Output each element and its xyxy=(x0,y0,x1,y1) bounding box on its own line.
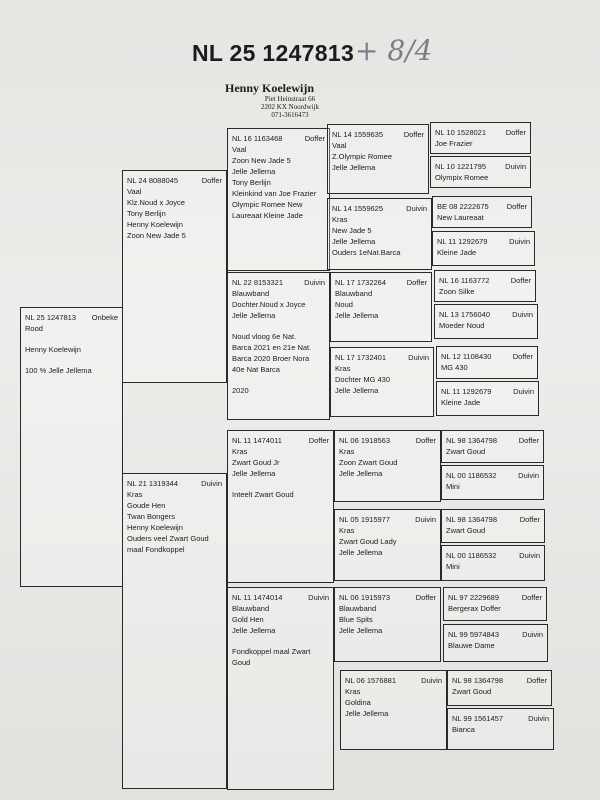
pedigree-box-dss xyxy=(334,430,441,502)
sex-label: Duivin xyxy=(308,593,329,602)
sex-label: Duivin xyxy=(519,551,540,560)
pedigree-line: Zwart Goud Lady xyxy=(339,537,397,546)
pedigree-header xyxy=(437,201,527,212)
sex-label: Duivin xyxy=(513,387,534,396)
sex-label: Duivin xyxy=(518,471,539,480)
pedigree-line: Kras xyxy=(339,526,355,535)
sex-label: Doffer xyxy=(512,352,533,361)
pedigree-line: Barca 2021 en 21e Nat. xyxy=(232,343,312,352)
pedigree-line: Blauwband xyxy=(232,604,270,613)
pedigree-line: Mini xyxy=(446,562,460,571)
pedigree-header xyxy=(446,470,539,481)
pedigree-header xyxy=(441,386,534,397)
pedigree-box-g1 xyxy=(430,122,531,154)
pedigree-header xyxy=(339,514,436,525)
pedigree-line: 2020 xyxy=(232,386,249,395)
ring-number: NL 12 1108430 xyxy=(441,352,492,361)
pedigree-line: Fondkoppel maal Zwart xyxy=(232,647,311,656)
pedigree-header xyxy=(446,550,540,561)
pedigree-line: Kleine Jade xyxy=(441,398,481,407)
sex-label: Duivin xyxy=(201,479,222,488)
pedigree-line: Bergerax Doffer xyxy=(448,604,501,613)
pedigree-line: Kras xyxy=(127,490,143,499)
pedigree-header xyxy=(435,127,526,138)
ring-number: NL 06 1918563 xyxy=(339,436,391,445)
pedigree-line: Tony Berlijn xyxy=(232,178,271,187)
pedigree-header xyxy=(448,592,542,603)
ring-number: NL 06 1576881 xyxy=(345,676,397,685)
pedigree-box-g9 xyxy=(441,430,544,463)
pedigree-box-g10 xyxy=(441,465,544,500)
pedigree-header xyxy=(232,277,325,288)
pedigree-box-ssd xyxy=(327,198,432,270)
handwritten-note: + 8/4 xyxy=(355,34,433,67)
pedigree-line: Ouders veel Zwart Goud xyxy=(127,534,209,543)
pedigree-box-sdd xyxy=(330,347,434,417)
pedigree-line: Dochter MG 430 xyxy=(335,375,391,384)
sex-label: Duivin xyxy=(528,714,549,723)
pedigree-line: Kras xyxy=(339,447,355,456)
pedigree-line: New Laureaat xyxy=(437,213,484,222)
pedigree-line: Kras xyxy=(335,364,351,373)
pedigree-line: Jelle Jellema xyxy=(335,386,379,395)
spacer xyxy=(232,321,325,331)
address-line: Piet Heinstraat 66 xyxy=(264,95,316,103)
sex-label: Doffer xyxy=(510,276,531,285)
sex-label: Duivin xyxy=(408,353,429,362)
pedigree-line: Inteelt Zwart Goud xyxy=(232,490,294,499)
pedigree-line: Jelle Jellema xyxy=(339,626,383,635)
pedigree-box-g14 xyxy=(443,624,548,662)
pedigree-header xyxy=(127,175,222,186)
pedigree-line: Dochter.Noud x Joyce xyxy=(232,300,306,309)
pedigree-header xyxy=(332,129,424,140)
pedigree-line: Zwart Goud xyxy=(452,687,492,696)
pedigree-box-sire xyxy=(122,170,227,383)
pedigree-line: Kras xyxy=(332,215,348,224)
pedigree-line: Jelle Jellema xyxy=(232,167,276,176)
sex-label: Doffer xyxy=(415,593,436,602)
ring-number: NL 00 1186532 xyxy=(446,471,497,480)
pedigree-header xyxy=(448,629,543,640)
sex-label: Duivin xyxy=(509,237,530,246)
pedigree-line: Goude Hen xyxy=(127,501,166,510)
pedigree-line: Blauwband xyxy=(232,289,270,298)
sex-label: Doffer xyxy=(304,134,325,143)
pedigree-line: Bianca xyxy=(452,725,475,734)
pedigree-line: Mini xyxy=(446,482,460,491)
pedigree-line: Noud xyxy=(335,300,353,309)
sex-label: Duivin xyxy=(421,676,442,685)
pedigree-line: Zwart Goud xyxy=(446,447,486,456)
pedigree-line: Henny Koelewijn xyxy=(127,523,183,532)
pedigree-box-ddd xyxy=(340,670,447,750)
pedigree-line: Noud vloog 6e Nat. xyxy=(232,332,297,341)
ring-number: NL 16 1163772 xyxy=(439,276,490,285)
pedigree-line: Jelle Jellema xyxy=(232,311,276,320)
pedigree-box-g5 xyxy=(434,270,536,302)
ring-number: NL 10 1528021 xyxy=(435,128,487,137)
pedigree-header xyxy=(339,592,436,603)
pedigree-box-g3 xyxy=(432,196,532,228)
pedigree-line: 40e Nat Barca xyxy=(232,365,280,374)
sex-label: Doffer xyxy=(415,436,436,445)
pedigree-line: Jelle Jellema xyxy=(332,237,376,246)
pedigree-line: Jelle Jellema xyxy=(345,709,389,718)
pedigree-line: Blauwband xyxy=(339,604,377,613)
pedigree-header xyxy=(127,478,222,489)
ring-number: NL 14 1559625 xyxy=(332,204,384,213)
pedigree-line: Goud xyxy=(232,658,251,667)
pedigree-header xyxy=(452,713,549,724)
sex-label: Doffer xyxy=(403,130,424,139)
pedigree-header xyxy=(439,275,531,286)
sex-label: Doffer xyxy=(506,202,527,211)
pedigree-line: Blue Spits xyxy=(339,615,373,624)
ring-number: NL 97 2229689 xyxy=(448,593,500,602)
pedigree-header xyxy=(446,435,539,446)
pedigree-box-ds xyxy=(227,430,334,583)
pedigree-header xyxy=(446,514,540,525)
sex-label: Doffer xyxy=(526,676,547,685)
pedigree-box-sd xyxy=(227,272,330,420)
ring-number: NL 11 1474014 xyxy=(232,593,283,602)
sex-label: Doffer xyxy=(521,593,542,602)
pedigree-box-g7 xyxy=(436,346,538,379)
sex-label: Duivin xyxy=(505,162,526,171)
pedigree-line: Zoon New Jade 5 xyxy=(127,231,186,240)
pedigree-box-g6 xyxy=(434,304,538,339)
pedigree-line: Olympix Romee xyxy=(435,173,489,182)
pedigree-line: Kras xyxy=(345,687,361,696)
pedigree-header xyxy=(335,277,427,288)
pedigree-line: Blauwband xyxy=(335,289,373,298)
pedigree-header xyxy=(232,592,329,603)
pedigree-line: Kras xyxy=(232,447,248,456)
ring-number: NL 24 8088045 xyxy=(127,176,179,185)
pedigree-header xyxy=(441,351,533,362)
spacer xyxy=(232,479,329,489)
page-title: NL 25 1247813 xyxy=(192,40,355,66)
pedigree-line: Joe Frazier xyxy=(435,139,473,148)
pedigree-line: Moeder Noud xyxy=(439,321,485,330)
pedigree-line: Vaal xyxy=(127,187,142,196)
ring-number: NL 98 1364798 xyxy=(452,676,504,685)
pedigree-box-g15 xyxy=(447,670,552,706)
pedigree-line: Zoon New Jade 5 xyxy=(232,156,291,165)
spacer xyxy=(232,375,325,385)
pedigree-header xyxy=(345,675,442,686)
pedigree-box-sss xyxy=(327,124,429,194)
pedigree-line: Zoon Silke xyxy=(439,287,475,296)
ring-number: NL 10 1221795 xyxy=(435,162,487,171)
pedigree-line: Rood xyxy=(25,324,43,333)
pedigree-header xyxy=(335,352,429,363)
pedigree-box-g16 xyxy=(447,708,554,750)
pedigree-line: Zwart Goud xyxy=(446,526,486,535)
pedigree-line: Henny Koelewijn xyxy=(127,220,183,229)
pedigree-line: Z.Olympic Romee xyxy=(332,152,393,161)
pedigree-line: Olympic Romee New xyxy=(232,200,303,209)
pedigree-header xyxy=(25,312,118,323)
sex-label: Doffer xyxy=(519,515,540,524)
pedigree-line: maal Fondkoppel xyxy=(127,545,185,554)
pedigree-line: Jelle Jellema xyxy=(332,163,376,172)
sex-label: Doffer xyxy=(406,278,427,287)
pedigree-box-dd xyxy=(227,587,334,790)
pedigree-line: Vaal xyxy=(232,145,247,154)
ring-number: NL 11 1292679 xyxy=(437,237,488,246)
pedigree-box-subject xyxy=(20,307,123,587)
pedigree-line: Tony Berlijn xyxy=(127,209,166,218)
pedigree-line: Jelle Jellema xyxy=(232,469,276,478)
pedigree-line: Jelle Jellema xyxy=(232,626,276,635)
ring-number: NL 99 5974843 xyxy=(448,630,500,639)
sex-label: Duivin xyxy=(512,310,533,319)
pedigree-box-dds xyxy=(334,587,441,662)
pedigree-line: Klz.Noud x Joyce xyxy=(127,198,185,207)
pedigree-line: Twan Bongers xyxy=(127,512,175,521)
pedigree-line: Blauwe Dame xyxy=(448,641,495,650)
pedigree-box-g8 xyxy=(436,381,539,416)
ring-number: NL 00 1186532 xyxy=(446,551,497,560)
pedigree-line: Jelle Jellema xyxy=(339,548,383,557)
pedigree-header xyxy=(232,435,329,446)
pedigree-line: Jelle Jellema xyxy=(339,469,383,478)
pedigree-line: Jelle Jellema xyxy=(335,311,379,320)
sex-label: Onbeke xyxy=(91,313,118,322)
pedigree-header xyxy=(435,161,526,172)
ring-number: NL 25 1247813 xyxy=(25,313,77,322)
ring-number: NL 11 1474011 xyxy=(232,436,282,445)
pedigree-header xyxy=(232,133,325,144)
sex-label: Duivin xyxy=(415,515,436,524)
pedigree-header xyxy=(437,236,530,247)
pedigree-header xyxy=(452,675,547,686)
pedigree-line: Laureaat Kleine Jade xyxy=(232,211,303,220)
ring-number: NL 21 1319344 xyxy=(127,479,179,488)
ring-number: NL 17 1732264 xyxy=(335,278,387,287)
pedigree-line: Zoon Zwart Goud xyxy=(339,458,398,467)
pedigree-line: Vaal xyxy=(332,141,347,150)
sex-label: Duivin xyxy=(304,278,325,287)
pedigree-box-g13 xyxy=(443,587,547,621)
pedigree-box-ss xyxy=(227,128,330,271)
ring-number: NL 98 1364798 xyxy=(446,436,498,445)
pedigree-header xyxy=(339,435,436,446)
spacer xyxy=(25,334,118,344)
pedigree-line: Henny Koelewijn xyxy=(25,345,81,354)
pedigree-box-g11 xyxy=(441,509,545,543)
sex-label: Duivin xyxy=(522,630,543,639)
sex-label: Duivin xyxy=(406,204,427,213)
ring-number: BE 08 2222675 xyxy=(437,202,489,211)
pedigree-line: 100 % Jelle Jellema xyxy=(25,366,92,375)
ring-number: NL 05 1915977 xyxy=(339,515,391,524)
sex-label: Doffer xyxy=(201,176,222,185)
address-line: 071-3616473 xyxy=(271,111,309,119)
pedigree-header xyxy=(332,203,427,214)
pedigree-header xyxy=(439,309,533,320)
ring-number: NL 99 1561457 xyxy=(452,714,504,723)
pedigree-box-g12 xyxy=(441,545,545,581)
pedigree-line: Goldina xyxy=(345,698,371,707)
pedigree-line: Kleinkind van Joe Frazier xyxy=(232,189,317,198)
pedigree-box-dsd xyxy=(334,509,441,581)
pedigree-line: Ouders 1eNat.Barca xyxy=(332,248,401,257)
ring-number: NL 11 1292679 xyxy=(441,387,492,396)
pedigree-box-g4 xyxy=(432,231,535,266)
sex-label: Doffer xyxy=(308,436,329,445)
pedigree-line: Kleine Jade xyxy=(437,248,477,257)
pedigree-line: Barca 2020 Broer Nora xyxy=(232,354,310,363)
sex-label: Doffer xyxy=(518,436,539,445)
address-line: 2202 KX Noordwijk xyxy=(261,103,319,111)
ring-number: NL 17 1732401 xyxy=(335,353,387,362)
pedigree-line: Gold Hen xyxy=(232,615,264,624)
spacer xyxy=(25,355,118,365)
pedigree-line: Zwart Goud Jr xyxy=(232,458,280,467)
ring-number: NL 22 8153321 xyxy=(232,278,284,287)
pedigree-line: MG 430 xyxy=(441,363,468,372)
ring-number: NL 13 1756040 xyxy=(439,310,491,319)
breeder-name: Henny Koelewijn xyxy=(225,81,314,95)
pedigree-line: New Jade 5 xyxy=(332,226,372,235)
ring-number: NL 14 1559635 xyxy=(332,130,384,139)
spacer xyxy=(232,636,329,646)
pedigree-box-sds xyxy=(330,272,432,342)
sex-label: Doffer xyxy=(505,128,526,137)
pedigree-box-dam xyxy=(122,473,227,789)
ring-number: NL 06 1915973 xyxy=(339,593,391,602)
ring-number: NL 16 1163468 xyxy=(232,134,283,143)
pedigree-box-g2 xyxy=(430,156,531,188)
ring-number: NL 98 1364798 xyxy=(446,515,498,524)
